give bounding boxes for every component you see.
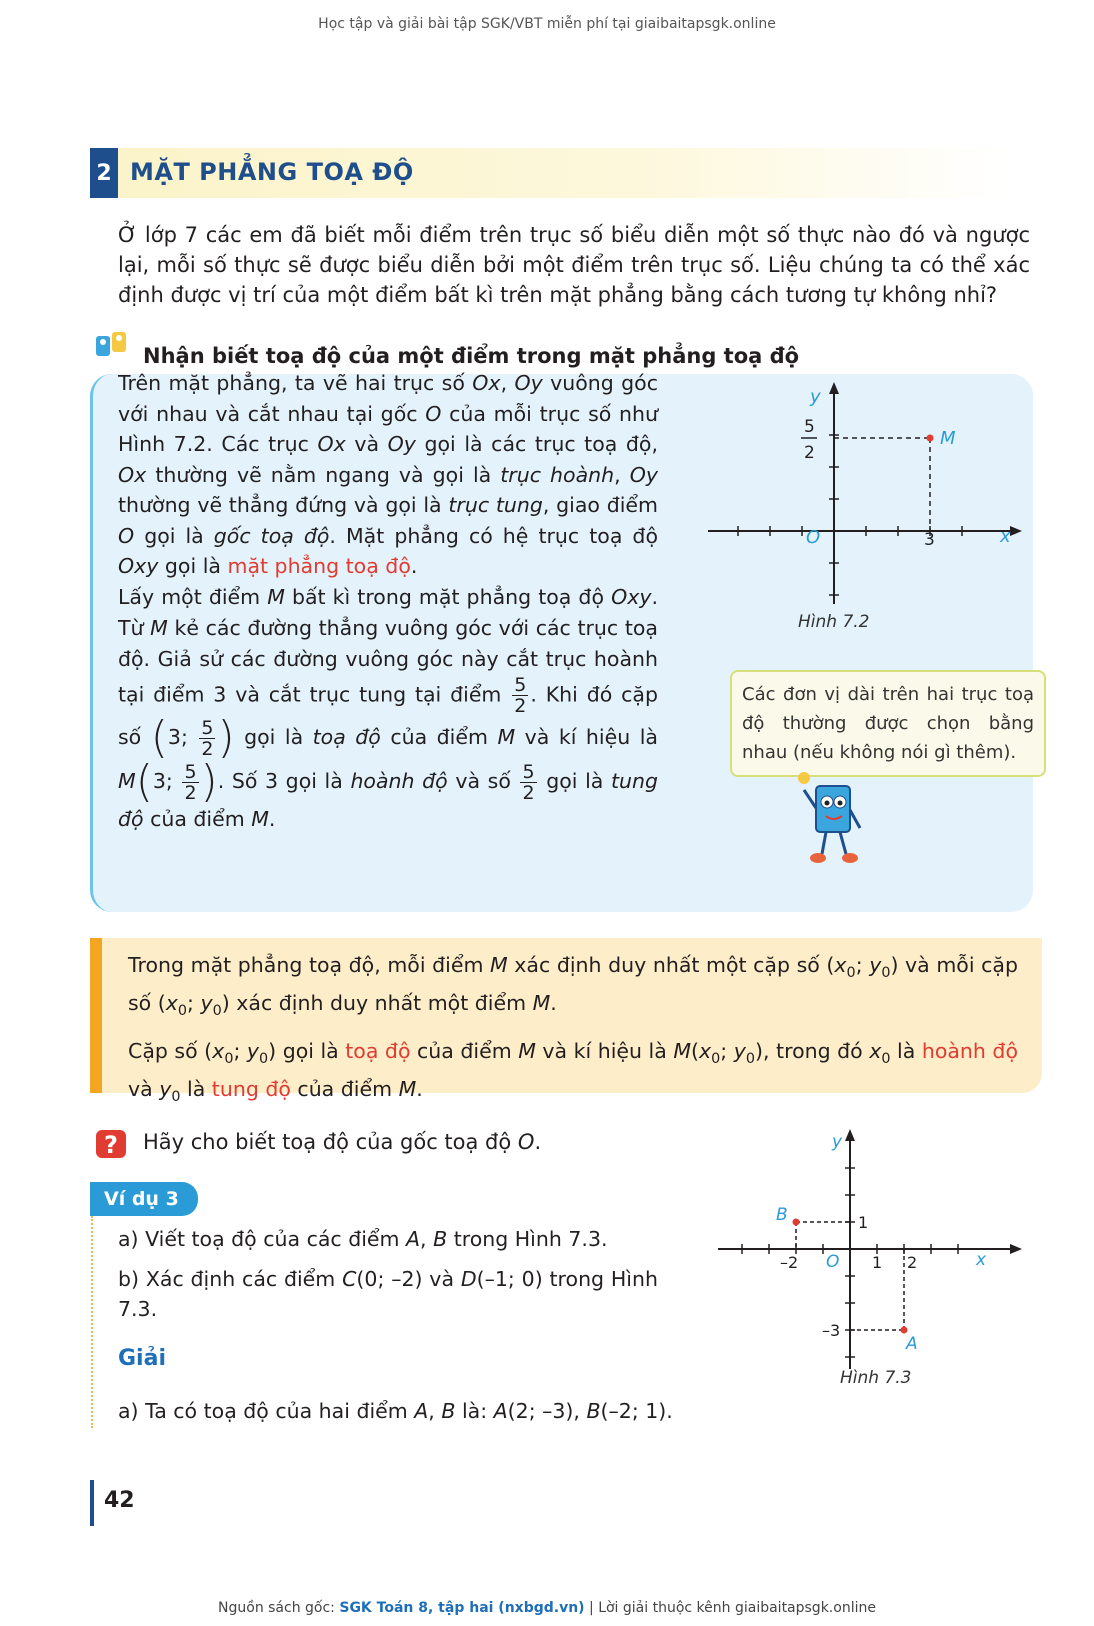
definition-line-1: Trong mặt phẳng toạ độ, mỗi điểm M xác định duy nhất một cặp số ($x_0$; $y_0$) và mỗi cặp số ($x_0$; $y_0$) xác định duy nhất một điểm M.: [128, 953, 1018, 1020]
x-axis-arrow: [1010, 1244, 1022, 1254]
concept-paragraph-2: Lấy một điểm M bất kì trong mặt phẳng toạ độ Oxy. Từ M kẻ các đường thẳng vuông góc với các trục toạ độ. Giả sử các đường vuông góc này cắt trục hoành tại điểm 3 và cắt trục tung tại điểm $\frac{5}{2}$ . Khi đó cặp số (3; $\frac{5}{2}$ ) gọi là toạ độ của điểm M và kí hiệu là M(3; $\frac{5}{2}$ ). Số 3 gọi là hoành độ và số $\frac{5}{2}$ gọi là tung độ của điểm M.: [118, 585, 658, 831]
question-text: Hãy cho biết toạ độ của gốc toạ độ O.: [143, 1130, 542, 1154]
section-number: 2: [90, 148, 118, 198]
intro-paragraph: Ở lớp 7 các em đã biết mỗi điểm trên trục số biểu diễn một số thực nào đó và ngược lại, mỗi số thực sẽ được biểu diễn bởi một điểm trên trục số. Liệu chúng ta có thể xác định được vị trí của một điểm bất kì trên mặt phẳng bằng cách tương tự không nhỉ?: [118, 223, 1030, 307]
figure-7-3-caption: Hình 7.3: [840, 1368, 912, 1388]
concept-paragraph-1: Trên mặt phẳng, ta vẽ hai trục số Ox, Oy vuông góc với nhau và cắt nhau tại gốc O của mỗi trục số như Hình 7.2. Các trục Ox và Oy gọi là các trục toạ độ, Ox thường vẽ nằm ngang và gọi là trục hoành, Oy thường vẽ thẳng đứng và gọi là trục tung, giao điểm O gọi là gốc toạ độ. Mặt phẳng có hệ trục toạ độ Oxy gọi là mặt phẳng toạ độ.: [118, 371, 658, 578]
label-y: y: [832, 1132, 843, 1152]
solution-part-a: a) Ta có toạ độ của hai điểm A, B là: A(2; –3), B(–2; 1).: [118, 1399, 673, 1423]
note-box: Các đơn vị dài trên hai trục toạ độ thường được chọn bằng nhau (nếu không nói gì thêm).: [730, 670, 1046, 777]
solution-heading: Giải: [118, 1346, 166, 1371]
tick-label-2: 2: [907, 1253, 918, 1272]
example-part-b: b) Xác định các điểm C(0; –2) và D(–1; 0) trong Hình 7.3.: [118, 1267, 658, 1321]
label-o: O: [806, 527, 821, 548]
tick-label-minus-2: –2: [780, 1253, 799, 1272]
tick-label-1: 1: [872, 1253, 883, 1272]
y-axis-arrow: [829, 382, 839, 394]
section-title: MẶT PHẲNG TOẠ ĐỘ: [130, 158, 414, 186]
tick-label-3: 3: [924, 530, 935, 550]
figure-7-3: [710, 1125, 1030, 1395]
label-x: x: [1000, 526, 1011, 547]
definition-line-2: Cặp số ($x_0$; $y_0$) gọi là toạ độ của điểm M và kí hiệu là $M(x_0$; $y_0$), trong đó $x_0$ là hoành độ và $y_0$ là tung độ của điểm M.: [128, 1039, 1018, 1106]
figure-7-2: [700, 380, 1030, 630]
footer-source: SGK Toán 8, tập hai (nxbgd.vn): [339, 1600, 585, 1616]
label-m: M: [940, 428, 956, 449]
point-b: [793, 1219, 800, 1226]
page-number: 42: [104, 1488, 135, 1513]
label-x: x: [976, 1250, 987, 1270]
example-guide-line: [91, 1216, 93, 1428]
label-b: B: [776, 1205, 788, 1225]
footer-note: Nguồn sách gốc: SGK Toán 8, tập hai (nxbgd.vn) | Lời giải thuộc kênh giaibaitapsgk.online: [218, 1600, 876, 1616]
puzzle-icon: [92, 326, 132, 366]
definition-text: [128, 950, 1018, 1112]
point-m: [927, 435, 934, 442]
svg-text:?: ?: [104, 1131, 118, 1159]
header-note: Học tập và giải bài tập SGK/VBT miễn phí tại giaibaitapsgk.online: [318, 16, 776, 32]
tick-label-y-1: 1: [858, 1213, 869, 1232]
example-part-a: a) Viết toạ độ của các điểm A, B trong Hình 7.3.: [118, 1227, 608, 1251]
mascot-icon: [790, 770, 870, 870]
x-axis-arrow: [1010, 526, 1022, 536]
tick-label-2: 2: [804, 443, 815, 463]
page-number-bar: [90, 1480, 94, 1526]
point-a: [901, 1327, 908, 1334]
label-y: y: [810, 386, 821, 408]
y-axis-arrow: [845, 1129, 855, 1141]
tick-label-y-minus-3: –3: [822, 1321, 841, 1340]
concept-box-title: Nhận biết toạ độ của một điểm trong mặt phẳng toạ độ: [143, 344, 800, 368]
question-icon: [92, 1124, 130, 1162]
example-tab: Ví dụ 3: [90, 1182, 198, 1216]
figure-7-2-caption: Hình 7.2: [798, 612, 870, 632]
tick-label-5: 5: [804, 417, 815, 437]
label-a: A: [906, 1334, 918, 1354]
label-o: O: [826, 1252, 840, 1272]
